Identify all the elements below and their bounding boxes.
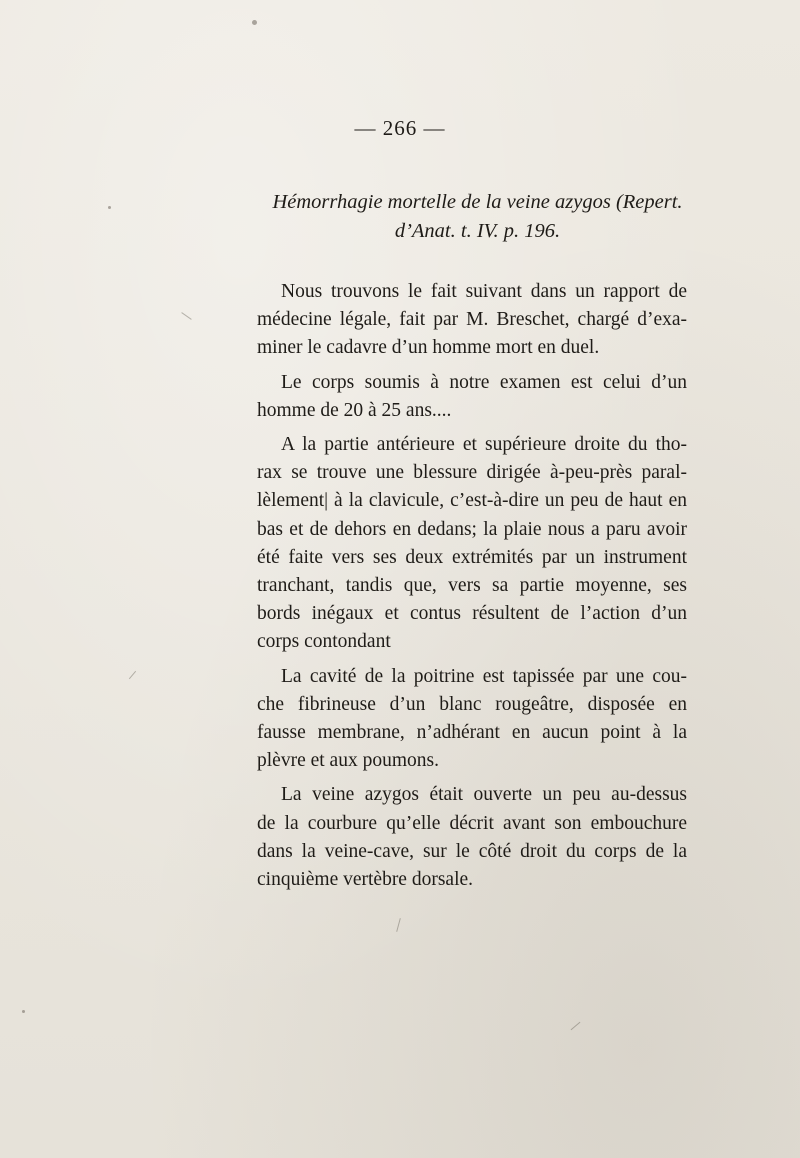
- text-line: Nous trouvons le fait suivant dans un rapport de: [281, 281, 687, 302]
- text-line: été faite vers ses deux extrémités par un instrument: [257, 546, 687, 568]
- text-line: che fibrineuse d’un blanc rougeâtre, disposée en: [257, 693, 687, 715]
- paragraph: [257, 663, 687, 776]
- text-line: homme de 20 à 25 ans....: [257, 399, 452, 421]
- text-line: fausse membrane, n’adhérant en aucun point à la: [257, 722, 687, 744]
- text-line: de la courbure qu’elle décrit avant son embouchure: [257, 812, 687, 834]
- paragraph: [257, 369, 687, 425]
- text-line: médecine légale, fait par M. Breschet, chargé d’exa-: [257, 309, 687, 331]
- text-line: plèvre et aux poumons.: [257, 750, 439, 772]
- paper-speck: [108, 206, 111, 209]
- paper-scratch: [181, 312, 191, 320]
- paper-speck: [22, 1010, 25, 1013]
- paragraph: [257, 781, 687, 894]
- paper-scratch: [396, 918, 401, 932]
- paragraph: [257, 431, 687, 657]
- text-line: corps contondant: [257, 631, 391, 653]
- text-line: La cavité de la poitrine est tapissée par une cou-: [281, 665, 687, 687]
- text-line: La veine azygos était ouverte un peu au-dessus: [281, 784, 687, 806]
- page-number: — 266 —: [354, 116, 446, 140]
- text-line: bas et de dehors en dedans; la plaie nous a paru avoir: [257, 518, 687, 540]
- text-line: A la partie antérieure et supérieure droite du tho-: [281, 434, 687, 456]
- paragraph: [257, 278, 687, 363]
- text-line: bords inégaux et contus résultent de l’action d’un: [257, 603, 687, 625]
- text-line: Le corps soumis à notre examen est celui d’un: [281, 371, 687, 393]
- text-line: lèlement| à la clavicule, c’est-à-dire un peu de haut en: [257, 490, 687, 512]
- text-line: dans la veine-cave, sur le côté droit du corps de la: [257, 840, 687, 862]
- title-line: d’Anat. t. IV. p. 196.: [394, 220, 561, 242]
- text-line: miner le cadavre d’un homme mort en duel.: [257, 337, 600, 359]
- paper-scratch: [129, 671, 136, 679]
- text-line: tranchant, tandis que, vers sa partie moyenne, ses: [257, 575, 687, 597]
- title-line: Hémorrhagie mortelle de la veine azygos (Repert.: [272, 191, 683, 213]
- paper-scratch: [571, 1022, 581, 1030]
- text-line: rax se trouve une blessure dirigée à-peu-près paral-: [257, 462, 687, 484]
- body-text: [257, 278, 687, 900]
- text-line: cinquième vertèbre dorsale.: [257, 869, 474, 891]
- paper-speck: [252, 20, 257, 25]
- section-title: [250, 188, 705, 246]
